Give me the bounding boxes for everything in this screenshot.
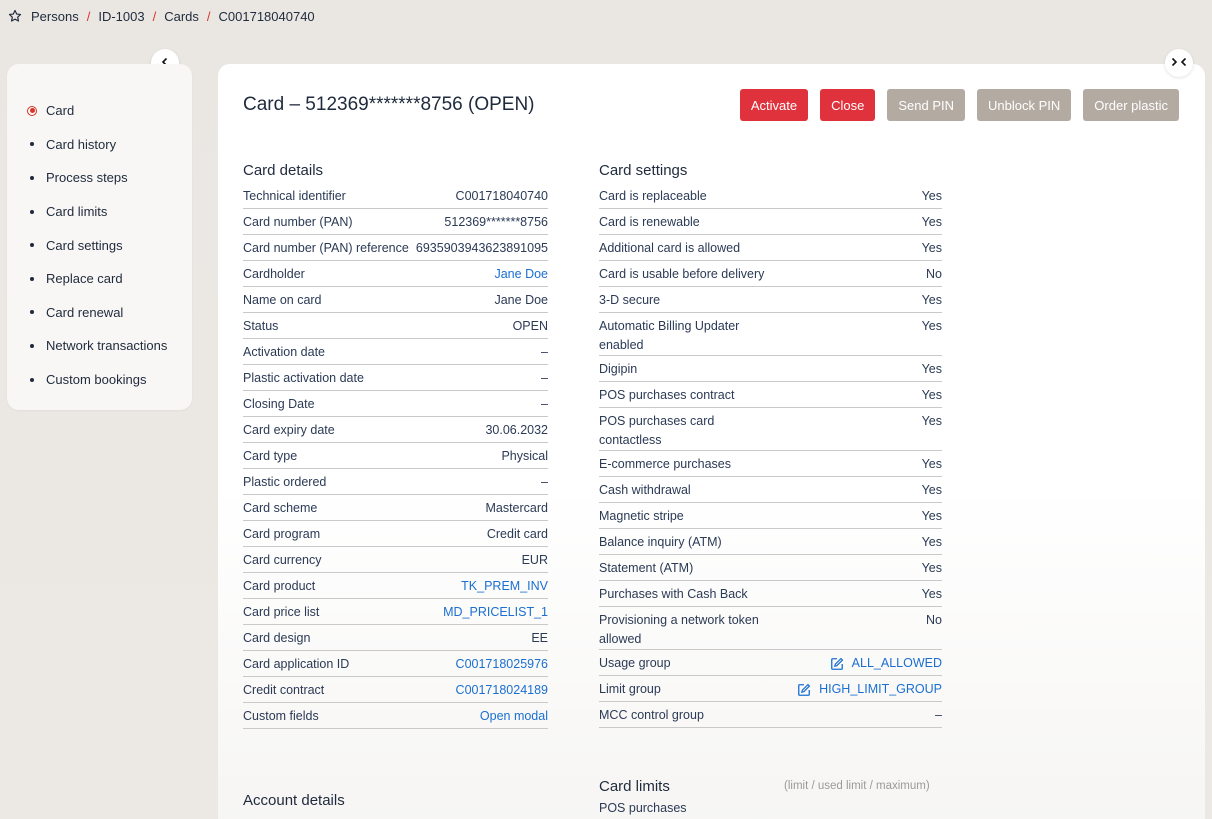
- row-card-application-id: [243, 651, 548, 677]
- row-usage-group: [599, 650, 942, 676]
- field-label: Activation date: [243, 345, 325, 359]
- field-label: Card scheme: [243, 501, 318, 515]
- card-settings-list: [599, 183, 942, 728]
- field-label: MCC control group: [599, 708, 704, 722]
- card-details-title: Card details: [243, 162, 324, 179]
- field-label: Card is renewable: [599, 215, 700, 229]
- field-value: Yes: [921, 509, 942, 523]
- field-value: Yes: [921, 561, 942, 575]
- card-limits-hint: (limit / used limit / maximum): [784, 780, 930, 792]
- field-label: Statement (ATM): [599, 561, 694, 575]
- field-value: Yes: [921, 457, 942, 471]
- sidebar-item-network-transactions[interactable]: [7, 329, 192, 363]
- breadcrumb: [8, 7, 315, 25]
- field-label: Limit group: [599, 682, 661, 696]
- sidebar-item-replace-card[interactable]: [7, 262, 192, 296]
- row-cardholder: [243, 261, 548, 287]
- field-value: Yes: [921, 483, 942, 497]
- field-label: Plastic ordered: [243, 475, 327, 489]
- close-button[interactable]: Close: [820, 89, 875, 121]
- field-label: Card expiry date: [243, 423, 335, 437]
- row-plastic-activation-date: [243, 365, 548, 391]
- card-details-list: [243, 183, 548, 729]
- sidebar-item-label: Card: [46, 103, 75, 119]
- sidebar-item-label: Card limits: [46, 204, 108, 220]
- field-label: Closing Date: [243, 397, 315, 411]
- row-mcc-control-group: [599, 702, 942, 728]
- field-label: Digipin: [599, 362, 638, 376]
- row-card-design: [243, 625, 548, 651]
- field-label: Magnetic stripe: [599, 509, 684, 523]
- field-label: Card application ID: [243, 657, 350, 671]
- field-value: Yes: [921, 189, 942, 203]
- field-value[interactable]: C001718024189: [455, 683, 548, 697]
- star-icon[interactable]: [8, 9, 22, 23]
- bullet-icon: [30, 277, 34, 281]
- sidebar-item-card-limits[interactable]: [7, 195, 192, 229]
- row-card-is-usable-before-delivery: [599, 261, 942, 287]
- field-label: POS purchases contract: [599, 388, 735, 402]
- card-limits-title: Card limits: [599, 778, 670, 795]
- field-value-text[interactable]: ALL_ALLOWED: [851, 656, 942, 670]
- field-label: E-commerce purchases: [599, 457, 731, 471]
- active-indicator-icon: [27, 106, 37, 116]
- card-detail-panel: [218, 64, 1205, 819]
- field-label: Card type: [243, 449, 298, 463]
- sidebar-item-label: Card renewal: [46, 304, 124, 320]
- edit-icon[interactable]: [830, 657, 844, 671]
- field-value[interactable]: [797, 680, 942, 699]
- sidebar-item-card-renewal[interactable]: [7, 296, 192, 330]
- field-label: Status: [243, 319, 279, 333]
- field-label: Cardholder: [243, 267, 305, 281]
- field-label: Automatic Billing Updater enabled: [599, 319, 740, 352]
- row-activation-date: [243, 339, 548, 365]
- field-value: No: [926, 613, 942, 627]
- field-value: –: [541, 475, 548, 489]
- field-label: Card is usable before delivery: [599, 267, 765, 281]
- row-credit-contract: [243, 677, 548, 703]
- field-label: Provisioning a network token allowed: [599, 613, 759, 646]
- row-pos-purchases-card-contactless: [599, 408, 942, 451]
- field-value: No: [926, 267, 942, 281]
- row-card-number-pan-reference: [243, 235, 548, 261]
- row-closing-date: [243, 391, 548, 417]
- field-value: –: [541, 345, 548, 359]
- field-value: 30.06.2032: [485, 423, 548, 437]
- field-label: Technical identifier: [243, 189, 346, 203]
- sidebar-item-label: Card history: [46, 136, 117, 152]
- editable-value[interactable]: [797, 680, 942, 699]
- row-balance-inquiry-atm: [599, 529, 942, 555]
- field-value: OPEN: [512, 319, 548, 333]
- action-toolbar: [740, 89, 1179, 121]
- edit-icon[interactable]: [797, 683, 811, 697]
- field-value: –: [935, 708, 942, 722]
- sidebar-item-custom-bookings[interactable]: [7, 363, 192, 397]
- field-value: Yes: [921, 414, 942, 428]
- page-title: Card – 512369*******8756 (OPEN): [243, 94, 535, 115]
- sidebar-item-card-settings[interactable]: [7, 228, 192, 262]
- field-value: Yes: [921, 293, 942, 307]
- bullet-icon: [30, 344, 34, 348]
- field-label: Card design: [243, 631, 311, 645]
- order-plastic-button[interactable]: Order plastic: [1083, 89, 1179, 121]
- sidebar-item-label: Card settings: [46, 237, 123, 253]
- field-label: Card number (PAN): [243, 215, 353, 229]
- field-value: –: [541, 397, 548, 411]
- row-limit-group: [599, 676, 942, 702]
- field-value: Credit card: [486, 527, 548, 541]
- row-status: [243, 313, 548, 339]
- row-pos-purchases-contract: [599, 382, 942, 408]
- row-card-program: [243, 521, 548, 547]
- breadcrumb-card-id: C001718040740: [218, 8, 315, 24]
- field-value: Yes: [921, 215, 942, 229]
- field-value: –: [541, 371, 548, 385]
- row-e-commerce-purchases: [599, 451, 942, 477]
- field-value[interactable]: TK_PREM_INV: [461, 579, 548, 593]
- sidebar-item-label: Custom bookings: [46, 372, 147, 388]
- breadcrumb-cards[interactable]: Cards: [164, 8, 199, 24]
- editable-value[interactable]: [830, 654, 942, 673]
- field-value[interactable]: Open modal: [479, 709, 548, 723]
- bullet-icon: [30, 243, 34, 247]
- field-label: Card currency: [243, 553, 322, 567]
- row-technical-identifier: [243, 183, 548, 209]
- bullet-icon: [30, 378, 34, 382]
- row-card-product: [243, 573, 548, 599]
- field-label: 3-D secure: [599, 293, 661, 307]
- row-provisioning-a-network-token-allowed: [599, 607, 942, 650]
- breadcrumb-separator: /: [206, 8, 211, 24]
- field-label: Plastic activation date: [243, 371, 364, 385]
- field-value: Yes: [921, 241, 942, 255]
- sidebar-item-card[interactable]: [7, 94, 192, 128]
- row-statement-atm: [599, 555, 942, 581]
- field-value: Mastercard: [485, 501, 548, 515]
- row-digipin: [599, 356, 942, 382]
- expand-panel-button[interactable]: [1165, 49, 1193, 77]
- field-label: Usage group: [599, 656, 671, 670]
- field-value: Yes: [921, 319, 942, 333]
- row-card-is-replaceable: [599, 183, 942, 209]
- field-value[interactable]: [830, 654, 942, 673]
- field-label: Balance inquiry (ATM): [599, 535, 722, 549]
- row-card-expiry-date: [243, 417, 548, 443]
- field-value: 512369*******8756: [444, 215, 548, 229]
- field-value: Yes: [921, 587, 942, 601]
- bullet-icon: [30, 176, 34, 180]
- field-value: 6935903943623891095: [415, 241, 548, 255]
- field-label: Card price list: [243, 605, 320, 619]
- activate-button[interactable]: Activate: [740, 89, 808, 121]
- field-label: Custom fields: [243, 709, 319, 723]
- sidebar-item-label: Replace card: [46, 271, 123, 287]
- row-automatic-billing-updater-enabled: [599, 313, 942, 356]
- row-card-number-pan: [243, 209, 548, 235]
- account-details-title: Account details: [243, 792, 345, 809]
- field-label: Cash withdrawal: [599, 483, 691, 497]
- field-value[interactable]: Jane Doe: [494, 267, 548, 281]
- field-label: Card is replaceable: [599, 189, 707, 203]
- field-value: EE: [531, 631, 548, 645]
- sidebar-nav: [7, 64, 192, 410]
- row-card-currency: [243, 547, 548, 573]
- field-value-text[interactable]: HIGH_LIMIT_GROUP: [819, 682, 942, 696]
- field-label: Credit contract: [243, 683, 325, 697]
- field-value: C001718040740: [455, 189, 548, 203]
- row-magnetic-stripe: [599, 503, 942, 529]
- field-label: Name on card: [243, 293, 322, 307]
- row-purchases-with-cash-back: [599, 581, 942, 607]
- card-limits-first-row: POS purchases: [599, 801, 687, 815]
- row-card-is-renewable: [599, 209, 942, 235]
- row-card-type: [243, 443, 548, 469]
- field-value: EUR: [521, 553, 548, 567]
- row-name-on-card: [243, 287, 548, 313]
- bullet-icon: [30, 210, 34, 214]
- field-value: Yes: [921, 535, 942, 549]
- card-settings-title: Card settings: [599, 162, 688, 179]
- field-label: Card number (PAN) reference: [243, 241, 409, 255]
- bullet-icon: [30, 142, 34, 146]
- field-label: POS purchases card contactless: [599, 414, 715, 447]
- field-value[interactable]: C001718025976: [455, 657, 548, 671]
- chevron-right-left-icon: [1170, 54, 1188, 72]
- sidebar-item-label: Process steps: [46, 170, 128, 186]
- breadcrumb-person-id[interactable]: ID-1003: [98, 8, 145, 24]
- unblock-pin-button[interactable]: Unblock PIN: [977, 89, 1071, 121]
- sidebar-item-label: Network transactions: [46, 338, 168, 354]
- sidebar-item-process-steps[interactable]: [7, 161, 192, 195]
- field-value: Yes: [921, 388, 942, 402]
- row-additional-card-is-allowed: [599, 235, 942, 261]
- field-label: Additional card is allowed: [599, 241, 741, 255]
- row-custom-fields: [243, 703, 548, 729]
- field-label: Purchases with Cash Back: [599, 587, 748, 601]
- row-plastic-ordered: [243, 469, 548, 495]
- field-value: Yes: [921, 362, 942, 376]
- bullet-icon: [30, 310, 34, 314]
- field-label: Card program: [243, 527, 321, 541]
- breadcrumb-separator: /: [152, 8, 157, 24]
- row-cash-withdrawal: [599, 477, 942, 503]
- field-value[interactable]: MD_PRICELIST_1: [443, 605, 548, 619]
- field-value: Physical: [501, 449, 548, 463]
- send-pin-button[interactable]: Send PIN: [887, 89, 965, 121]
- field-label: Card product: [243, 579, 316, 593]
- breadcrumb-persons[interactable]: Persons: [31, 8, 79, 24]
- breadcrumb-separator: /: [86, 8, 91, 24]
- field-value: Jane Doe: [494, 293, 548, 307]
- row-card-price-list: [243, 599, 548, 625]
- sidebar-item-card-history[interactable]: [7, 128, 192, 162]
- row-3-d-secure: [599, 287, 942, 313]
- row-card-scheme: [243, 495, 548, 521]
